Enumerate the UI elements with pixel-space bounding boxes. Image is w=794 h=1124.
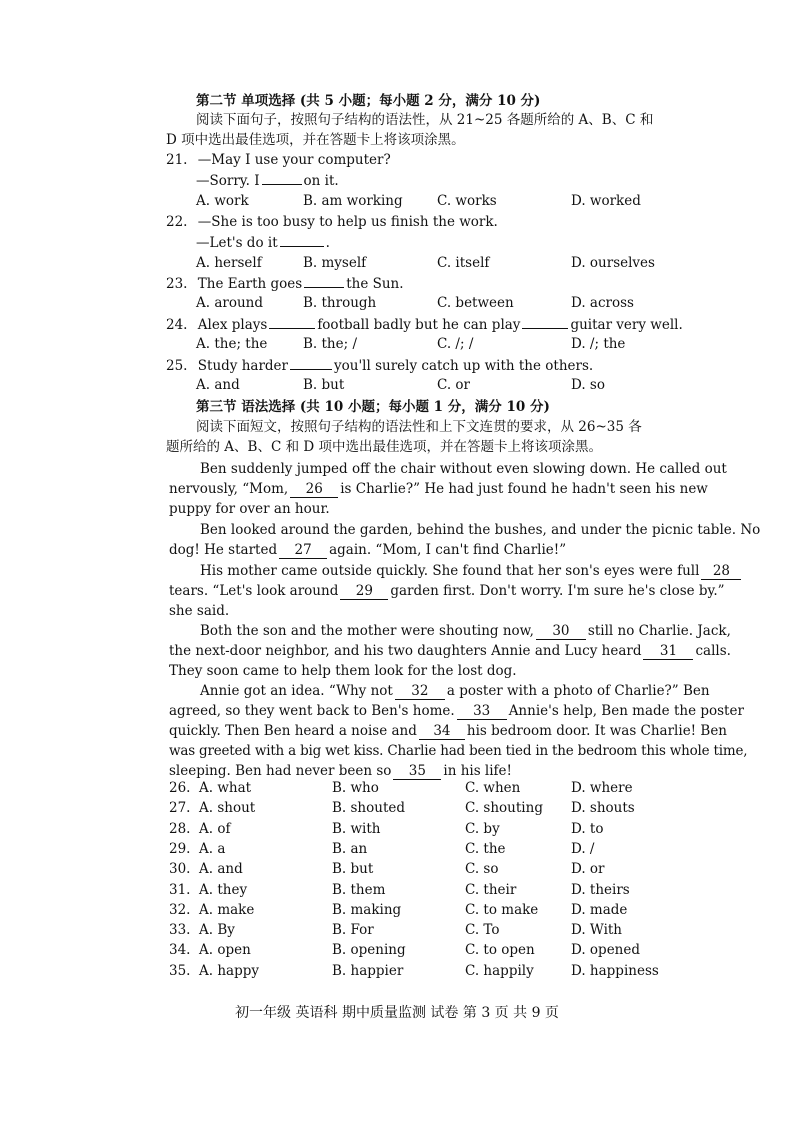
passage-line: They soon came to help them look for the lost dog. bbox=[169, 663, 517, 679]
answer-blank bbox=[269, 328, 315, 329]
question-text: —She is too busy to help us finish the work. bbox=[197, 214, 498, 230]
option-d: D. ourselves bbox=[571, 255, 655, 271]
option-d: D. or bbox=[571, 861, 605, 878]
question-number: 34. bbox=[169, 942, 191, 959]
option-d: D. where bbox=[571, 780, 633, 796]
question-text: Study harder bbox=[197, 358, 288, 374]
option-c: C. works bbox=[437, 193, 497, 209]
option-a: A. what bbox=[199, 780, 252, 796]
question-text: The Earth goes bbox=[197, 276, 303, 292]
passage-line bbox=[169, 702, 744, 720]
passage-text: still no Charlie. Jack, bbox=[587, 623, 731, 639]
question-number: 32. bbox=[169, 901, 191, 918]
option-a: A. herself bbox=[196, 255, 262, 271]
passage-line: puppy for over an hour. bbox=[169, 501, 330, 517]
question-number: 33. bbox=[169, 922, 191, 939]
option-c: C. between bbox=[437, 295, 514, 311]
passage-line bbox=[169, 642, 731, 660]
passage-text: is Charlie?” He had just found he hadn't seen his new bbox=[340, 481, 708, 497]
passage-text: again. “Mom, I can't find Charlie!” bbox=[329, 542, 567, 558]
passage-line bbox=[169, 480, 708, 498]
question-23 bbox=[166, 275, 404, 293]
passage-text: his bedroom door. It was Charlie! Ben bbox=[466, 723, 728, 739]
question-number: 26. bbox=[169, 780, 191, 796]
option-d: D. /; the bbox=[571, 336, 626, 352]
option-c: C. /; / bbox=[437, 336, 474, 352]
gap-30: 30 bbox=[536, 623, 586, 640]
option-b: B. them bbox=[332, 881, 386, 898]
question-text: Alex plays bbox=[197, 317, 268, 333]
passage-line: Ben suddenly jumped off the chair without even slowing down. He called out bbox=[200, 461, 727, 477]
passage-text: Annie got an idea. “Why not bbox=[200, 683, 393, 699]
option-c: C. to open bbox=[465, 942, 535, 959]
passage-text: garden first. Don't worry. I'm sure he's close by.” bbox=[390, 583, 725, 599]
option-a: A. and bbox=[199, 861, 243, 878]
question-text: the Sun. bbox=[346, 276, 404, 292]
option-a: A. make bbox=[199, 901, 255, 918]
option-b: B. happier bbox=[332, 962, 404, 979]
option-b: B. shouted bbox=[332, 800, 406, 817]
option-b: B. am working bbox=[303, 193, 403, 209]
option-a: A. By bbox=[199, 922, 235, 939]
passage-text: nervously, “Mom, bbox=[169, 481, 289, 497]
passage-text: in his life! bbox=[443, 763, 512, 779]
passage-line bbox=[200, 622, 731, 640]
option-d: D. / bbox=[571, 840, 595, 857]
question-22-line2 bbox=[196, 234, 330, 252]
option-c: C. or bbox=[437, 377, 471, 393]
option-c: C. the bbox=[465, 840, 506, 857]
option-c: C. To bbox=[465, 922, 500, 939]
option-d: D. With bbox=[571, 922, 623, 939]
section3-instruction: 阅读下面短文，按照句子结构的语法性和上下文连贯的要求，从 26~35 各 bbox=[196, 419, 642, 435]
option-a: A. open bbox=[199, 942, 251, 959]
question-number: 30. bbox=[169, 861, 191, 878]
option-b: B. who bbox=[332, 780, 379, 796]
question-text: —Sorry. I bbox=[196, 173, 260, 189]
question-number: 25. bbox=[166, 358, 188, 374]
section2-instruction: D 项中选出最佳选项，并在答题卡上将该项涂黑。 bbox=[166, 132, 465, 148]
gap-32: 32 bbox=[395, 683, 445, 700]
gap-27: 27 bbox=[279, 542, 327, 559]
passage-line bbox=[169, 582, 725, 600]
passage-text: the next-door neighbor, and his two daughters Annie and Lucy heard bbox=[169, 643, 642, 659]
passage-line bbox=[200, 562, 743, 580]
option-b: B. through bbox=[303, 295, 377, 311]
answer-blank bbox=[522, 328, 568, 329]
option-c: C. shouting bbox=[465, 800, 543, 817]
passage-line: Ben looked around the garden, behind the bushes, and under the picnic table. No bbox=[200, 522, 761, 538]
question-number: 35. bbox=[169, 962, 191, 979]
passage-line bbox=[169, 762, 512, 780]
option-d: D. worked bbox=[571, 193, 641, 209]
answer-blank bbox=[280, 246, 324, 247]
passage-text: calls. bbox=[695, 643, 731, 659]
option-d: D. shouts bbox=[571, 800, 635, 817]
option-c: C. by bbox=[465, 820, 500, 837]
passage-text: agreed, so they went back to Ben's home. bbox=[169, 703, 455, 719]
page-footer: 初一年级 英语科 期中质量监测 试卷 第 3 页 共 9 页 bbox=[235, 1005, 559, 1021]
option-d: D. theirs bbox=[571, 881, 630, 898]
passage-text: Both the son and the mother were shouting now, bbox=[200, 623, 534, 639]
gap-26: 26 bbox=[290, 481, 338, 498]
option-b: B. with bbox=[332, 820, 381, 837]
passage-line bbox=[169, 722, 727, 740]
section2-instruction: 阅读下面句子，按照句子结构的语法性，从 21~25 各题所给的 A、B、C 和 bbox=[196, 112, 654, 128]
option-a: A. the; the bbox=[196, 336, 268, 352]
question-text: —Let's do it bbox=[196, 235, 278, 251]
question-text: on it. bbox=[303, 173, 339, 189]
passage-line: she said. bbox=[169, 603, 230, 619]
answer-blank bbox=[290, 369, 332, 370]
option-d: D. to bbox=[571, 820, 604, 837]
passage-text: Annie's help, Ben made the poster bbox=[508, 703, 744, 719]
question-text: —May I use your computer? bbox=[197, 152, 391, 168]
answer-blank bbox=[262, 184, 302, 185]
option-d: D. so bbox=[571, 377, 605, 393]
gap-29: 29 bbox=[340, 583, 388, 600]
option-a: A. a bbox=[199, 840, 226, 857]
option-c: C. their bbox=[465, 881, 517, 898]
option-a: A. of bbox=[199, 820, 231, 837]
option-d: D. opened bbox=[571, 942, 641, 959]
passage-text: dog! He started bbox=[169, 542, 278, 558]
option-b: B. making bbox=[332, 901, 402, 918]
answer-blank bbox=[304, 287, 344, 288]
question-text: . bbox=[325, 235, 330, 251]
passage-line: was greeted with a big wet kiss. Charlie had been tied in the bedroom this whole time, bbox=[169, 743, 748, 759]
option-b: B. an bbox=[332, 840, 368, 857]
question-number: 27. bbox=[169, 800, 191, 817]
passage-text: His mother came outside quickly. She found that her son's eyes were full bbox=[200, 563, 700, 579]
option-c: C. to make bbox=[465, 901, 539, 918]
option-a: A. shout bbox=[199, 800, 256, 817]
gap-33: 33 bbox=[457, 703, 507, 720]
option-a: A. work bbox=[196, 193, 249, 209]
option-a: A. around bbox=[196, 295, 263, 311]
passage-text: a poster with a photo of Charlie?” Ben bbox=[446, 683, 710, 699]
question-number: 29. bbox=[169, 840, 191, 857]
passage-text: quickly. Then Ben heard a noise and bbox=[169, 723, 417, 739]
question-25 bbox=[166, 357, 593, 375]
question-number: 31. bbox=[169, 881, 191, 898]
option-a: A. and bbox=[196, 377, 240, 393]
section3-instruction: 题所给的 A、B、C 和 D 项中选出最佳选项，并在答题卡上将该项涂黑。 bbox=[166, 439, 602, 455]
option-c: C. itself bbox=[437, 255, 490, 271]
passage-text: tears. “Let's look around bbox=[169, 583, 339, 599]
question-number: 23. bbox=[166, 276, 188, 292]
option-a: A. they bbox=[199, 881, 248, 898]
question-24 bbox=[166, 316, 683, 334]
option-b: B. For bbox=[332, 922, 374, 939]
passage-line bbox=[169, 541, 566, 559]
question-text: football badly but he can play bbox=[317, 317, 521, 333]
question-number: 28. bbox=[169, 820, 191, 837]
gap-28: 28 bbox=[701, 563, 741, 580]
option-c: C. happily bbox=[465, 962, 534, 979]
question-21 bbox=[166, 151, 391, 169]
question-number: 21. bbox=[166, 152, 188, 168]
section2-heading: 第二节 单项选择 (共 5 小题；每小题 2 分，满分 10 分) bbox=[196, 93, 541, 109]
option-b: B. but bbox=[303, 377, 345, 393]
question-22 bbox=[166, 213, 498, 231]
option-c: C. so bbox=[465, 861, 499, 878]
question-text: you'll surely catch up with the others. bbox=[334, 358, 594, 374]
question-number: 22. bbox=[166, 214, 188, 230]
question-number: 24. bbox=[166, 317, 188, 333]
option-d: D. happiness bbox=[571, 962, 659, 979]
option-a: A. happy bbox=[199, 962, 259, 979]
option-c: C. when bbox=[465, 780, 521, 796]
section3-heading: 第三节 语法选择 (共 10 小题；每小题 1 分，满分 10 分) bbox=[196, 399, 550, 415]
question-21-line2 bbox=[196, 172, 339, 190]
option-b: B. opening bbox=[332, 942, 406, 959]
option-b: B. myself bbox=[303, 255, 367, 271]
option-b: B. the; / bbox=[303, 336, 357, 352]
gap-34: 34 bbox=[419, 723, 465, 740]
option-d: D. across bbox=[571, 295, 634, 311]
question-text: guitar very well. bbox=[570, 317, 683, 333]
passage-text: sleeping. Ben had never been so bbox=[169, 763, 392, 779]
gap-31: 31 bbox=[643, 643, 693, 660]
gap-35: 35 bbox=[393, 763, 441, 780]
option-b: B. but bbox=[332, 861, 374, 878]
passage-line bbox=[200, 682, 710, 700]
option-d: D. made bbox=[571, 901, 628, 918]
